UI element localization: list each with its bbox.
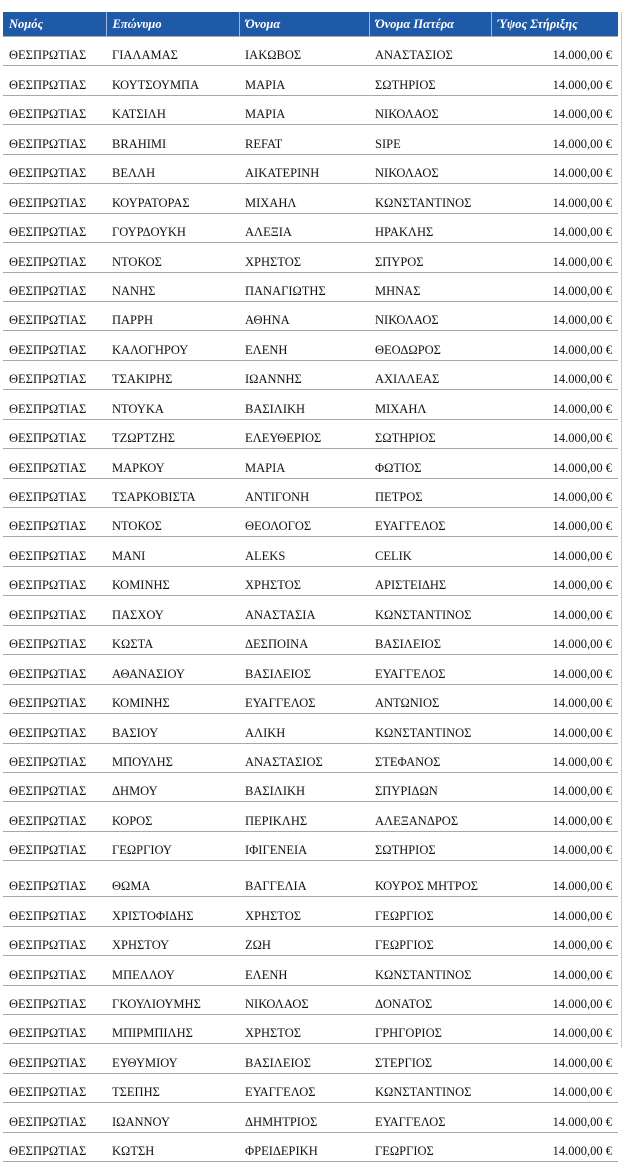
cell-surname: ΓΙΑΛΑΜΑΣ bbox=[106, 37, 239, 66]
cell-first-name: ΕΥΑΓΓΕΛΟΣ bbox=[239, 684, 369, 713]
cell-support-amount: 14.000,00 € bbox=[491, 1015, 618, 1044]
cell-first-name: ALEKS bbox=[239, 537, 369, 566]
table-row bbox=[3, 537, 618, 566]
cell-father-name: ΣΤΕΦΑΝΟΣ bbox=[369, 743, 491, 772]
cell-prefecture: ΘΕΣΠΡΩΤΙΑΣ bbox=[3, 37, 106, 66]
cell-support-amount: 14.000,00 € bbox=[491, 743, 618, 772]
cell-father-name: ΝΙΚΟΛΑΟΣ bbox=[369, 154, 491, 183]
cell-father-name: ΒΑΣΙΛΕΙΟΣ bbox=[369, 625, 491, 654]
header-support-amount: Ύψος Στήριξης bbox=[491, 12, 618, 37]
cell-father-name: ΕΥΑΓΓΕΛΟΣ bbox=[369, 1103, 491, 1132]
cell-support-amount: 14.000,00 € bbox=[491, 301, 618, 330]
cell-prefecture: ΘΕΣΠΡΩΤΙΑΣ bbox=[3, 985, 106, 1014]
cell-prefecture: ΘΕΣΠΡΩΤΙΑΣ bbox=[3, 184, 106, 213]
cell-surname: ΙΩΑΝΝΟΥ bbox=[106, 1103, 239, 1132]
table-row bbox=[3, 95, 618, 124]
cell-first-name: ΑΛΙΚΗ bbox=[239, 714, 369, 743]
cell-prefecture: ΘΕΣΠΡΩΤΙΑΣ bbox=[3, 478, 106, 507]
cell-support-amount: 14.000,00 € bbox=[491, 956, 618, 985]
cell-surname: ΠΑΣΧΟΥ bbox=[106, 596, 239, 625]
cell-father-name: ΜΗΝΑΣ bbox=[369, 272, 491, 301]
cell-surname: ΠΑΡΡΗ bbox=[106, 301, 239, 330]
cell-first-name: ΒΑΣΙΛΙΚΗ bbox=[239, 772, 369, 801]
cell-first-name: ΑΘΗΝΑ bbox=[239, 301, 369, 330]
cell-first-name: ΜΑΡΙΑ bbox=[239, 95, 369, 124]
cell-prefecture: ΘΕΣΠΡΩΤΙΑΣ bbox=[3, 419, 106, 448]
cell-support-amount: 14.000,00 € bbox=[491, 213, 618, 242]
table-row bbox=[3, 478, 618, 507]
table-row bbox=[3, 861, 618, 897]
cell-surname: ΤΖΩΡΤΖΗΣ bbox=[106, 419, 239, 448]
table-row bbox=[3, 985, 618, 1014]
table-row bbox=[3, 566, 618, 595]
table-row bbox=[3, 625, 618, 654]
cell-father-name: ΓΡΗΓΟΡΙΟΣ bbox=[369, 1015, 491, 1044]
cell-support-amount: 14.000,00 € bbox=[491, 37, 618, 66]
header-first-name: Όνομα bbox=[239, 12, 369, 37]
cell-father-name: ΘΕΟΔΩΡΟΣ bbox=[369, 331, 491, 360]
cell-surname: ΔΗΜΟΥ bbox=[106, 772, 239, 801]
cell-first-name: ΕΛΕΝΗ bbox=[239, 956, 369, 985]
table-row bbox=[3, 66, 618, 95]
cell-prefecture: ΘΕΣΠΡΩΤΙΑΣ bbox=[3, 213, 106, 242]
cell-surname: ΝΤΟΚΟΣ bbox=[106, 508, 239, 537]
cell-support-amount: 14.000,00 € bbox=[491, 772, 618, 801]
cell-surname: ΓΚΟΥΛΙΟΥΜΗΣ bbox=[106, 985, 239, 1014]
cell-support-amount: 14.000,00 € bbox=[491, 897, 618, 926]
cell-support-amount: 14.000,00 € bbox=[491, 831, 618, 860]
cell-prefecture: ΘΕΣΠΡΩΤΙΑΣ bbox=[3, 1073, 106, 1102]
cell-prefecture: ΘΕΣΠΡΩΤΙΑΣ bbox=[3, 243, 106, 272]
cell-support-amount: 14.000,00 € bbox=[491, 449, 618, 478]
cell-father-name: ΔΟΝΑΤΟΣ bbox=[369, 985, 491, 1014]
table-row bbox=[3, 897, 618, 926]
cell-first-name: ΧΡΗΣΤΟΣ bbox=[239, 566, 369, 595]
cell-support-amount: 14.000,00 € bbox=[491, 95, 618, 124]
cell-first-name: ΘΕΟΛΟΓΟΣ bbox=[239, 508, 369, 537]
cell-father-name: ΑΡΙΣΤΕΙΔΗΣ bbox=[369, 566, 491, 595]
cell-first-name: ΔΗΜΗΤΡΙΟΣ bbox=[239, 1103, 369, 1132]
table-row bbox=[3, 508, 618, 537]
cell-surname: ΚΟΜΙΝΗΣ bbox=[106, 684, 239, 713]
cell-surname: ΚΩΣΤΑ bbox=[106, 625, 239, 654]
beneficiaries-table bbox=[3, 12, 618, 1162]
table-row bbox=[3, 743, 618, 772]
cell-surname: BRAHIMI bbox=[106, 125, 239, 154]
cell-father-name: ΚΟΥΡΟΣ ΜΗΤΡΟΣ bbox=[369, 861, 491, 897]
cell-support-amount: 14.000,00 € bbox=[491, 154, 618, 183]
cell-first-name: ΧΡΗΣΤΟΣ bbox=[239, 1015, 369, 1044]
cell-surname: ΜΠΕΛΛΟΥ bbox=[106, 956, 239, 985]
cell-father-name: ΓΕΩΡΓΙΟΣ bbox=[369, 1132, 491, 1161]
cell-prefecture: ΘΕΣΠΡΩΤΙΑΣ bbox=[3, 861, 106, 897]
cell-first-name: ΖΩΗ bbox=[239, 926, 369, 955]
cell-prefecture: ΘΕΣΠΡΩΤΙΑΣ bbox=[3, 926, 106, 955]
cell-father-name: ΑΝΤΩΝΙΟΣ bbox=[369, 684, 491, 713]
cell-prefecture: ΘΕΣΠΡΩΤΙΑΣ bbox=[3, 596, 106, 625]
table-row bbox=[3, 37, 618, 66]
table-row bbox=[3, 802, 618, 831]
cell-prefecture: ΘΕΣΠΡΩΤΙΑΣ bbox=[3, 360, 106, 389]
cell-father-name: ΜΙΧΑΗΛ bbox=[369, 390, 491, 419]
cell-surname: ΤΣΑΚΙΡΗΣ bbox=[106, 360, 239, 389]
cell-support-amount: 14.000,00 € bbox=[491, 508, 618, 537]
header-surname: Επώνυμο bbox=[106, 12, 239, 37]
cell-first-name: ΑΛΕΞΙΑ bbox=[239, 213, 369, 242]
cell-support-amount: 14.000,00 € bbox=[491, 684, 618, 713]
cell-surname: ΚΑΛΟΓΗΡΟΥ bbox=[106, 331, 239, 360]
cell-first-name: ΑΝΤΙΓΟΝΗ bbox=[239, 478, 369, 507]
cell-surname: ΜΑΝΙ bbox=[106, 537, 239, 566]
cell-prefecture: ΘΕΣΠΡΩΤΙΑΣ bbox=[3, 772, 106, 801]
cell-support-amount: 14.000,00 € bbox=[491, 1132, 618, 1161]
table-row bbox=[3, 125, 618, 154]
table-row bbox=[3, 1132, 618, 1161]
cell-father-name: ΓΕΩΡΓΙΟΣ bbox=[369, 926, 491, 955]
cell-first-name: ΙΩΑΝΝΗΣ bbox=[239, 360, 369, 389]
cell-prefecture: ΘΕΣΠΡΩΤΙΑΣ bbox=[3, 272, 106, 301]
cell-surname: ΘΩΜΑ bbox=[106, 861, 239, 897]
cell-prefecture: ΘΕΣΠΡΩΤΙΑΣ bbox=[3, 537, 106, 566]
cell-surname: ΚΟΥΤΣΟΥΜΠΑ bbox=[106, 66, 239, 95]
cell-surname: ΜΑΡΚΟΥ bbox=[106, 449, 239, 478]
cell-support-amount: 14.000,00 € bbox=[491, 625, 618, 654]
cell-first-name: ΙΑΚΩΒΟΣ bbox=[239, 37, 369, 66]
cell-father-name: ΝΙΚΟΛΑΟΣ bbox=[369, 95, 491, 124]
cell-surname: ΜΠΙΡΜΠΙΛΗΣ bbox=[106, 1015, 239, 1044]
cell-support-amount: 14.000,00 € bbox=[491, 596, 618, 625]
cell-father-name: SIPE bbox=[369, 125, 491, 154]
table-row bbox=[3, 301, 618, 330]
cell-surname: ΝΤΟΥΚΑ bbox=[106, 390, 239, 419]
cell-father-name: CELIK bbox=[369, 537, 491, 566]
cell-father-name: ΦΩΤΙΟΣ bbox=[369, 449, 491, 478]
cell-first-name: ΧΡΗΣΤΟΣ bbox=[239, 897, 369, 926]
cell-support-amount: 14.000,00 € bbox=[491, 655, 618, 684]
cell-father-name: ΣΩΤΗΡΙΟΣ bbox=[369, 831, 491, 860]
table-row bbox=[3, 331, 618, 360]
cell-prefecture: ΘΕΣΠΡΩΤΙΑΣ bbox=[3, 714, 106, 743]
cell-father-name: ΝΙΚΟΛΑΟΣ bbox=[369, 301, 491, 330]
cell-surname: ΤΣΑΡΚΟΒΙΣΤΑ bbox=[106, 478, 239, 507]
cell-father-name: ΣΩΤΗΡΙΟΣ bbox=[369, 66, 491, 95]
cell-prefecture: ΘΕΣΠΡΩΤΙΑΣ bbox=[3, 390, 106, 419]
cell-support-amount: 14.000,00 € bbox=[491, 926, 618, 955]
cell-father-name: ΑΛΕΞΑΝΔΡΟΣ bbox=[369, 802, 491, 831]
cell-father-name: ΣΠΥΡΟΣ bbox=[369, 243, 491, 272]
cell-support-amount: 14.000,00 € bbox=[491, 390, 618, 419]
table-row bbox=[3, 243, 618, 272]
cell-prefecture: ΘΕΣΠΡΩΤΙΑΣ bbox=[3, 802, 106, 831]
cell-prefecture: ΘΕΣΠΡΩΤΙΑΣ bbox=[3, 66, 106, 95]
cell-support-amount: 14.000,00 € bbox=[491, 478, 618, 507]
table-row bbox=[3, 1015, 618, 1044]
cell-father-name: ΚΩΝΣΤΑΝΤΙΝΟΣ bbox=[369, 596, 491, 625]
table-row bbox=[3, 154, 618, 183]
cell-prefecture: ΘΕΣΠΡΩΤΙΑΣ bbox=[3, 449, 106, 478]
cell-surname: ΒΑΣΙΟΥ bbox=[106, 714, 239, 743]
cell-first-name: ΕΛΕΝΗ bbox=[239, 331, 369, 360]
cell-support-amount: 14.000,00 € bbox=[491, 802, 618, 831]
cell-prefecture: ΘΕΣΠΡΩΤΙΑΣ bbox=[3, 95, 106, 124]
cell-support-amount: 14.000,00 € bbox=[491, 1103, 618, 1132]
cell-first-name: ΝΙΚΟΛΑΟΣ bbox=[239, 985, 369, 1014]
cell-surname: ΧΡΗΣΤΟΥ bbox=[106, 926, 239, 955]
cell-prefecture: ΘΕΣΠΡΩΤΙΑΣ bbox=[3, 743, 106, 772]
cell-support-amount: 14.000,00 € bbox=[491, 861, 618, 897]
cell-surname: ΑΘΑΝΑΣΙΟΥ bbox=[106, 655, 239, 684]
cell-prefecture: ΘΕΣΠΡΩΤΙΑΣ bbox=[3, 1015, 106, 1044]
table-row bbox=[3, 449, 618, 478]
cell-prefecture: ΘΕΣΠΡΩΤΙΑΣ bbox=[3, 655, 106, 684]
cell-first-name: ΑΙΚΑΤΕΡΙΝΗ bbox=[239, 154, 369, 183]
cell-prefecture: ΘΕΣΠΡΩΤΙΑΣ bbox=[3, 154, 106, 183]
cell-first-name: ΒΑΣΙΛΙΚΗ bbox=[239, 390, 369, 419]
table-row bbox=[3, 1044, 618, 1073]
cell-father-name: ΕΥΑΓΓΕΛΟΣ bbox=[369, 655, 491, 684]
cell-prefecture: ΘΕΣΠΡΩΤΙΑΣ bbox=[3, 508, 106, 537]
table-row bbox=[3, 390, 618, 419]
cell-prefecture: ΘΕΣΠΡΩΤΙΑΣ bbox=[3, 1044, 106, 1073]
cell-father-name: ΓΕΩΡΓΙΟΣ bbox=[369, 897, 491, 926]
cell-prefecture: ΘΕΣΠΡΩΤΙΑΣ bbox=[3, 301, 106, 330]
cell-father-name: ΚΩΝΣΤΑΝΤΙΝΟΣ bbox=[369, 956, 491, 985]
cell-first-name: ΦΡΕΙΔΕΡΙΚΗ bbox=[239, 1132, 369, 1161]
cell-first-name: ΕΛΕΥΘΕΡΙΟΣ bbox=[239, 419, 369, 448]
cell-prefecture: ΘΕΣΠΡΩΤΙΑΣ bbox=[3, 897, 106, 926]
table-row bbox=[3, 596, 618, 625]
cell-surname: ΧΡΙΣΤΟΦΙΔΗΣ bbox=[106, 897, 239, 926]
cell-surname: ΤΣΕΠΗΣ bbox=[106, 1073, 239, 1102]
table-row bbox=[3, 213, 618, 242]
cell-father-name: ΗΡΑΚΛΗΣ bbox=[369, 213, 491, 242]
cell-prefecture: ΘΕΣΠΡΩΤΙΑΣ bbox=[3, 125, 106, 154]
cell-first-name: ΒΑΓΓΕΛΙΑ bbox=[239, 861, 369, 897]
cell-first-name: ΜΑΡΙΑ bbox=[239, 449, 369, 478]
cell-first-name: ΕΥΑΓΓΕΛΟΣ bbox=[239, 1073, 369, 1102]
table-body bbox=[3, 37, 618, 1162]
cell-father-name: ΣΠΥΡΙΔΩΝ bbox=[369, 772, 491, 801]
header-row bbox=[3, 12, 618, 37]
cell-first-name: ΧΡΗΣΤΟΣ bbox=[239, 243, 369, 272]
header-prefecture: Νομός bbox=[3, 12, 106, 37]
table-row bbox=[3, 1073, 618, 1102]
cell-first-name: ΙΦΙΓΕΝΕΙΑ bbox=[239, 831, 369, 860]
cell-surname: ΚΑΤΣΙΛΗ bbox=[106, 95, 239, 124]
cell-prefecture: ΘΕΣΠΡΩΤΙΑΣ bbox=[3, 831, 106, 860]
cell-support-amount: 14.000,00 € bbox=[491, 243, 618, 272]
cell-first-name: REFAT bbox=[239, 125, 369, 154]
cell-surname: ΒΕΛΛΗ bbox=[106, 154, 239, 183]
cell-first-name: ΠΑΝΑΓΙΩΤΗΣ bbox=[239, 272, 369, 301]
table-row bbox=[3, 272, 618, 301]
table-row bbox=[3, 1103, 618, 1132]
table-header bbox=[3, 12, 618, 37]
cell-prefecture: ΘΕΣΠΡΩΤΙΑΣ bbox=[3, 1132, 106, 1161]
cell-father-name: ΚΩΝΣΤΑΝΤΙΝΟΣ bbox=[369, 184, 491, 213]
table-row bbox=[3, 684, 618, 713]
cell-support-amount: 14.000,00 € bbox=[491, 66, 618, 95]
cell-prefecture: ΘΕΣΠΡΩΤΙΑΣ bbox=[3, 331, 106, 360]
cell-surname: ΜΠΟΥΛΗΣ bbox=[106, 743, 239, 772]
cell-father-name: ΑΧΙΛΛΕΑΣ bbox=[369, 360, 491, 389]
cell-support-amount: 14.000,00 € bbox=[491, 331, 618, 360]
cell-father-name: ΣΩΤΗΡΙΟΣ bbox=[369, 419, 491, 448]
cell-support-amount: 14.000,00 € bbox=[491, 360, 618, 389]
cell-father-name: ΠΕΤΡΟΣ bbox=[369, 478, 491, 507]
table-row bbox=[3, 360, 618, 389]
cell-surname: ΝΤΟΚΟΣ bbox=[106, 243, 239, 272]
cell-surname: ΚΟΥΡΑΤΟΡΑΣ bbox=[106, 184, 239, 213]
cell-support-amount: 14.000,00 € bbox=[491, 714, 618, 743]
table-row bbox=[3, 714, 618, 743]
cell-support-amount: 14.000,00 € bbox=[491, 184, 618, 213]
cell-prefecture: ΘΕΣΠΡΩΤΙΑΣ bbox=[3, 684, 106, 713]
cell-support-amount: 14.000,00 € bbox=[491, 1044, 618, 1073]
table-row bbox=[3, 655, 618, 684]
cell-support-amount: 14.000,00 € bbox=[491, 272, 618, 301]
cell-support-amount: 14.000,00 € bbox=[491, 419, 618, 448]
cell-prefecture: ΘΕΣΠΡΩΤΙΑΣ bbox=[3, 956, 106, 985]
cell-first-name: ΒΑΣΙΛΕΙΟΣ bbox=[239, 1044, 369, 1073]
cell-surname: ΚΩΤΣΗ bbox=[106, 1132, 239, 1161]
cell-surname: ΓΕΩΡΓΙΟΥ bbox=[106, 831, 239, 860]
cell-support-amount: 14.000,00 € bbox=[491, 537, 618, 566]
cell-support-amount: 14.000,00 € bbox=[491, 125, 618, 154]
cell-surname: ΚΟΡΟΣ bbox=[106, 802, 239, 831]
cell-surname: ΝΑΝΗΣ bbox=[106, 272, 239, 301]
header-father-name: Όνομα Πατέρα bbox=[369, 12, 491, 37]
cell-first-name: ΜΑΡΙΑ bbox=[239, 66, 369, 95]
cell-father-name: ΑΝΑΣΤΑΣΙΟΣ bbox=[369, 37, 491, 66]
cell-surname: ΕΥΘΥΜΙΟΥ bbox=[106, 1044, 239, 1073]
cell-support-amount: 14.000,00 € bbox=[491, 566, 618, 595]
cell-prefecture: ΘΕΣΠΡΩΤΙΑΣ bbox=[3, 625, 106, 654]
table-row bbox=[3, 772, 618, 801]
cell-first-name: ΔΕΣΠΟΙΝΑ bbox=[239, 625, 369, 654]
cell-support-amount: 14.000,00 € bbox=[491, 985, 618, 1014]
cell-surname: ΚΟΜΙΝΗΣ bbox=[106, 566, 239, 595]
table-row bbox=[3, 184, 618, 213]
cell-surname: ΓΟΥΡΔΟΥΚΗ bbox=[106, 213, 239, 242]
table-frame-edge bbox=[621, 12, 622, 1048]
table-row bbox=[3, 926, 618, 955]
cell-first-name: ΑΝΑΣΤΑΣΙΑ bbox=[239, 596, 369, 625]
cell-first-name: ΠΕΡΙΚΛΗΣ bbox=[239, 802, 369, 831]
cell-father-name: ΕΥΑΓΓΕΛΟΣ bbox=[369, 508, 491, 537]
table-row bbox=[3, 831, 618, 860]
cell-first-name: ΜΙΧΑΗΛ bbox=[239, 184, 369, 213]
cell-prefecture: ΘΕΣΠΡΩΤΙΑΣ bbox=[3, 1103, 106, 1132]
cell-father-name: ΚΩΝΣΤΑΝΤΙΝΟΣ bbox=[369, 1073, 491, 1102]
cell-father-name: ΣΤΕΡΓΙΟΣ bbox=[369, 1044, 491, 1073]
cell-first-name: ΒΑΣΙΛΕΙΟΣ bbox=[239, 655, 369, 684]
cell-prefecture: ΘΕΣΠΡΩΤΙΑΣ bbox=[3, 566, 106, 595]
table-row bbox=[3, 419, 618, 448]
cell-father-name: ΚΩΝΣΤΑΝΤΙΝΟΣ bbox=[369, 714, 491, 743]
table-row bbox=[3, 956, 618, 985]
cell-support-amount: 14.000,00 € bbox=[491, 1073, 618, 1102]
cell-first-name: ΑΝΑΣΤΑΣΙΟΣ bbox=[239, 743, 369, 772]
